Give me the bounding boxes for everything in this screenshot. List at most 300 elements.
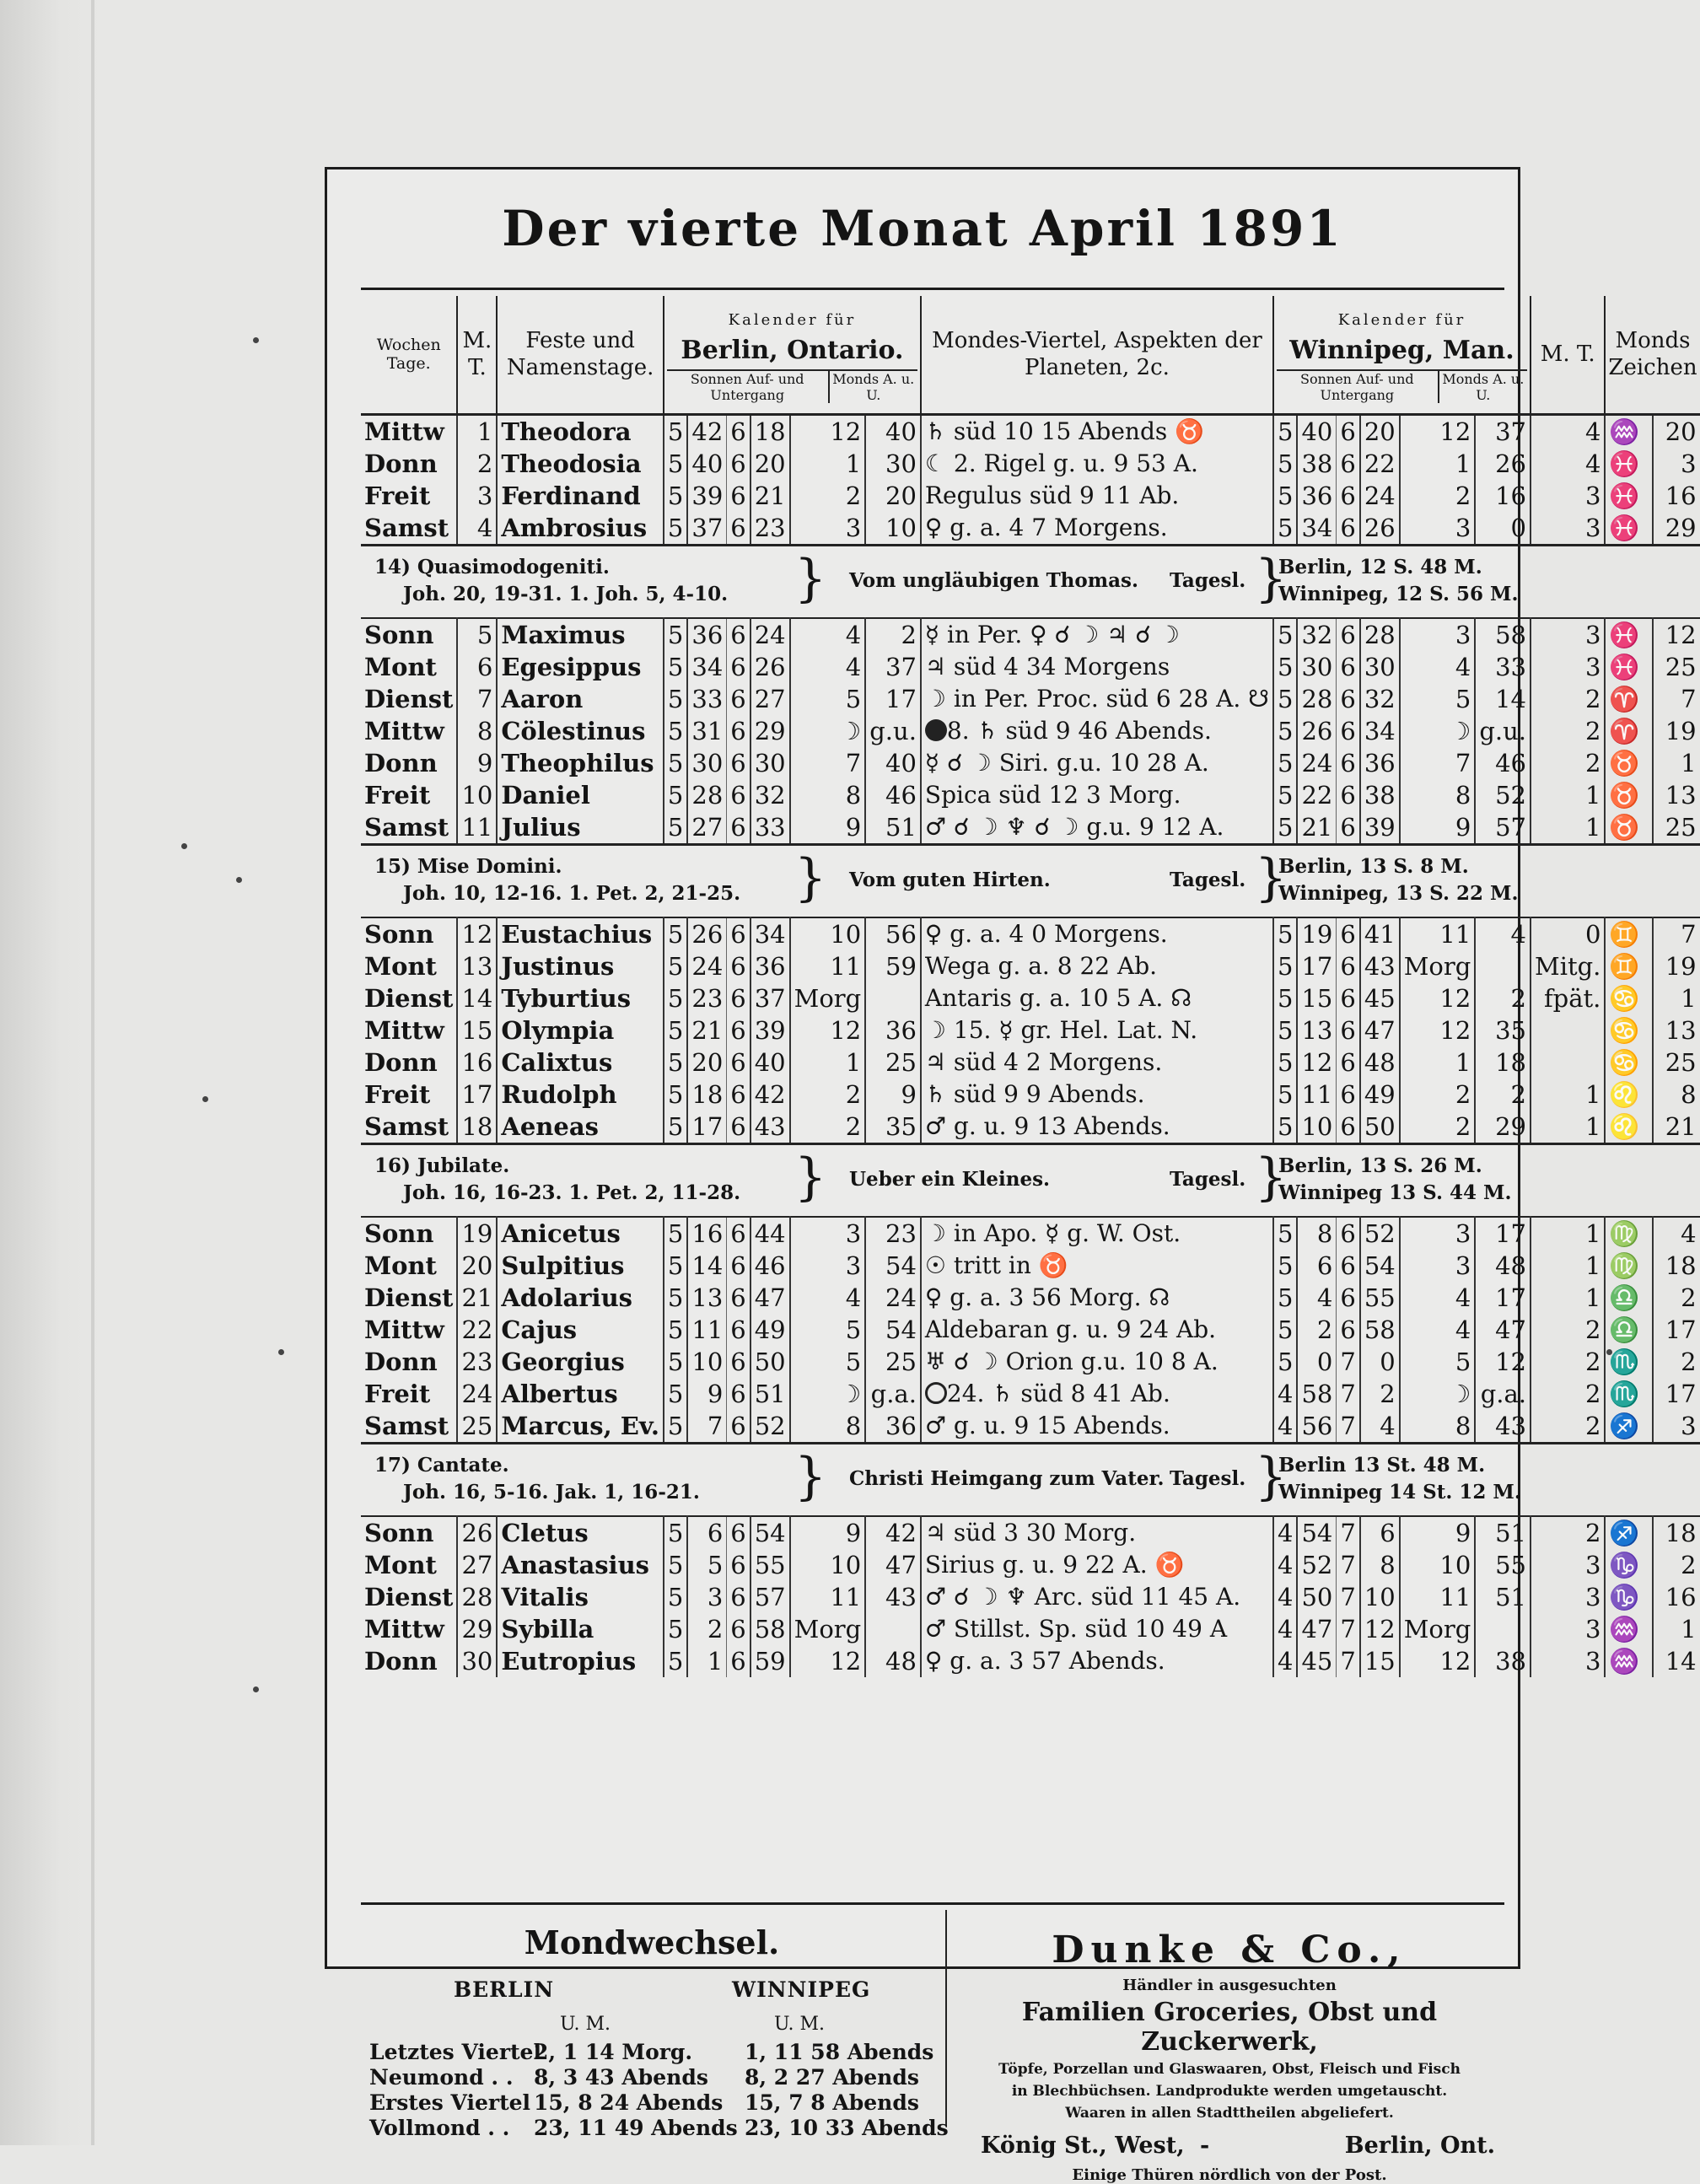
month-day: 8 — [457, 715, 497, 747]
berlin-moon-h: 3 — [790, 1217, 866, 1250]
moon-sign: ♐ — [1605, 1516, 1652, 1549]
moon-track: 2 — [1531, 715, 1605, 747]
berlin-moon-m — [865, 1613, 921, 1645]
berlin-sunrise-m: 36 — [687, 618, 726, 651]
berlin-sunrise-m: 20 — [687, 1046, 726, 1079]
berlin-sunset-h: 6 — [727, 747, 750, 779]
sunday-info — [361, 1443, 1700, 1516]
winnipeg-sunset-h: 7 — [1337, 1378, 1360, 1410]
day-length-label: Tagesl. — [1170, 568, 1246, 592]
berlin-sunset-m: 33 — [750, 811, 790, 845]
moon-berlin-head: BERLIN — [454, 1977, 555, 2002]
month-day: 28 — [457, 1581, 497, 1613]
berlin-sunset-h: 6 — [727, 1549, 750, 1581]
month-day: 30 — [457, 1645, 497, 1677]
winnipeg-moon-h: ☽ — [1400, 1378, 1476, 1410]
winnipeg-sunset-h: 6 — [1337, 811, 1360, 845]
berlin-sunset-h: 6 — [727, 982, 750, 1014]
weekday: Mont — [361, 1250, 457, 1282]
berlin-sunset-m: 39 — [750, 1014, 790, 1046]
weekday: Mittw — [361, 1014, 457, 1046]
winnipeg-sunset-h: 6 — [1337, 1282, 1360, 1314]
sunday-name: 16) Jubilate. — [374, 1154, 510, 1177]
berlin-sunset-m: 21 — [750, 480, 790, 512]
aspect: ♀ g. a. 3 57 Abends. — [921, 1645, 1273, 1677]
aspect: ☉ tritt in ♉ — [921, 1250, 1273, 1282]
berlin-sunrise-m: 27 — [687, 811, 726, 845]
ad-line-2: Familien Groceries, Obst und Zuckerwerk, — [1021, 1998, 1438, 2057]
winnipeg-sunrise-m: 15 — [1297, 982, 1336, 1014]
berlin-moon-m: 17 — [865, 683, 921, 715]
day-length-winnipeg: Winnipeg, 13 S. 22 M. — [1278, 881, 1519, 905]
feast-name: Aeneas — [497, 1111, 664, 1144]
month-day: 18 — [457, 1111, 497, 1144]
moon-track: Mitg. — [1531, 950, 1605, 982]
berlin-sunrise-m: 3 — [687, 1581, 726, 1613]
winnipeg-sunset-h: 6 — [1337, 1314, 1360, 1346]
day-row — [361, 811, 1700, 845]
winnipeg-moon-m: 12 — [1475, 1346, 1531, 1378]
berlin-moon-m — [865, 982, 921, 1014]
berlin-moon-h: 2 — [790, 1079, 866, 1111]
winnipeg-sunrise-h: 5 — [1273, 747, 1297, 779]
winnipeg-sunrise-m: 38 — [1297, 448, 1336, 480]
month-day: 17 — [457, 1079, 497, 1111]
winnipeg-sunset-m: 6 — [1360, 1516, 1400, 1549]
berlin-sunset-h: 6 — [727, 1046, 750, 1079]
winnipeg-sunset-m: 48 — [1360, 1046, 1400, 1079]
winnipeg-moon-h: 4 — [1400, 1314, 1476, 1346]
moon-sign-degree: 2 — [1681, 1283, 1697, 1312]
winnipeg-moon-h: 3 — [1400, 512, 1476, 546]
berlin-sunrise-m: 17 — [687, 1111, 726, 1144]
moon-sign: ♋ — [1605, 1046, 1652, 1079]
berlin-sunset-h: 6 — [727, 811, 750, 845]
moon-track: 2 — [1531, 1378, 1605, 1410]
moon-sign-degree: 7 — [1681, 684, 1697, 713]
winnipeg-moon-h: 10 — [1400, 1549, 1476, 1581]
day-row — [361, 779, 1700, 811]
day-length-label: Tagesl. — [1170, 1466, 1246, 1490]
day-row — [361, 982, 1700, 1014]
berlin-sunrise-m: 23 — [687, 982, 726, 1014]
berlin-sunset-h: 6 — [727, 1516, 750, 1549]
berlin-sunset-h: 6 — [727, 480, 750, 512]
moon-track: 1 — [1531, 779, 1605, 811]
full-moon-icon — [925, 1382, 947, 1404]
aspect: Wega g. a. 8 22 Ab. — [921, 950, 1273, 982]
winnipeg-subheads — [1277, 369, 1527, 403]
winnipeg-sunrise-h: 5 — [1273, 651, 1297, 683]
sunday-readings: Joh. 10, 12-16. 1. Pet. 2, 21-25. — [403, 881, 741, 905]
berlin-sunrise-m: 28 — [687, 779, 726, 811]
winnipeg-sunrise-h: 4 — [1273, 1378, 1297, 1410]
col-winnipeg — [1273, 296, 1531, 414]
winnipeg-sunrise-h: 5 — [1273, 1282, 1297, 1314]
winnipeg-sunset-m: 10 — [1360, 1581, 1400, 1613]
winnipeg-moon-h: 8 — [1400, 1410, 1476, 1444]
feast-name: Calixtus — [497, 1046, 664, 1079]
moon-track: 1 — [1531, 1079, 1605, 1111]
winnipeg-sunrise-h: 5 — [1273, 715, 1297, 747]
winnipeg-sunrise-h: 5 — [1273, 1314, 1297, 1346]
berlin-sunrise-h: 5 — [664, 1410, 687, 1444]
day-row — [361, 1410, 1700, 1444]
winnipeg-sunset-m: 8 — [1360, 1549, 1400, 1581]
moon-sign-degree: 1 — [1681, 1614, 1697, 1643]
moon-berlin-time: 2, 1 14 Morg. — [534, 2040, 693, 2064]
col-feasts: Feste und Namenstage. — [497, 296, 664, 414]
weekday: Freit — [361, 779, 457, 811]
berlin-sunset-m: 32 — [750, 779, 790, 811]
winnipeg-sunset-h: 6 — [1337, 1217, 1360, 1250]
winnipeg-sunset-h: 6 — [1337, 1079, 1360, 1111]
moon-track: 3 — [1531, 512, 1605, 546]
berlin-sunset-m: 40 — [750, 1046, 790, 1079]
month-day: 4 — [457, 512, 497, 546]
day-row — [361, 1014, 1700, 1046]
winnipeg-sunrise-m: 50 — [1297, 1581, 1336, 1613]
winnipeg-moon-m: 46 — [1475, 747, 1531, 779]
winnipeg-sunrise-m: 54 — [1297, 1516, 1336, 1549]
month-day: 22 — [457, 1314, 497, 1346]
aspect: ♂ g. u. 9 13 Abends. — [921, 1111, 1273, 1144]
berlin-moon-h: 4 — [790, 618, 866, 651]
aspect: Regulus süd 9 11 Ab. — [921, 480, 1273, 512]
berlin-moon-m: 51 — [865, 811, 921, 845]
calendar-page — [325, 167, 1697, 2184]
winnipeg-moon-h: 5 — [1400, 683, 1476, 715]
winnipeg-moon-h: 4 — [1400, 1282, 1476, 1314]
berlin-moon-h: 12 — [790, 1645, 866, 1677]
winnipeg-sunset-m: 24 — [1360, 480, 1400, 512]
winnipeg-sunrise-m: 58 — [1297, 1378, 1336, 1410]
moon-change-row — [361, 2040, 943, 2065]
winnipeg-sunrise-m: 40 — [1297, 414, 1336, 448]
feast-name: Maximus — [497, 618, 664, 651]
moon-sign-degree: 25 — [1665, 1047, 1697, 1077]
berlin-moon-m: 2 — [865, 618, 921, 651]
berlin-sunrise-m: 21 — [687, 1014, 726, 1046]
berlin-moon-h: 2 — [790, 480, 866, 512]
winnipeg-moon-h: 8 — [1400, 779, 1476, 811]
moon-track: 1 — [1531, 1282, 1605, 1314]
winnipeg-sunset-h: 7 — [1337, 1645, 1360, 1677]
aspect-text: 24. ♄ süd 8 41 Ab. — [946, 1379, 1170, 1407]
feast-name: Sulpitius — [497, 1250, 664, 1282]
day-row — [361, 651, 1700, 683]
berlin-sunrise-h: 5 — [664, 779, 687, 811]
day-row — [361, 1217, 1700, 1250]
ad-address-street: König St., West, — [981, 2133, 1185, 2159]
day-length-label: Tagesl. — [1170, 1167, 1246, 1191]
day-row — [361, 480, 1700, 512]
aspect-text: 8. ♄ süd 9 46 Abends. — [946, 716, 1212, 745]
month-day: 7 — [457, 683, 497, 715]
aspect: ☿ in Per. ♀ ☌ ☽ ♃ ☌ ☽ — [921, 618, 1273, 651]
winnipeg-moon-m: 2 — [1475, 982, 1531, 1014]
brace-left: } — [794, 1446, 827, 1506]
sunday-readings: Joh. 20, 19-31. 1. Joh. 5, 4-10. — [403, 582, 729, 605]
winnipeg-sunset-h: 7 — [1337, 1346, 1360, 1378]
winnipeg-sunrise-h: 5 — [1273, 1250, 1297, 1282]
moon-um-winnipeg: U. M. — [774, 2014, 826, 2035]
winnipeg-sunset-h: 6 — [1337, 982, 1360, 1014]
winnipeg-sunrise-m: 36 — [1297, 480, 1336, 512]
day-row — [361, 1613, 1700, 1645]
feast-name: Theodosia — [497, 448, 664, 480]
winnipeg-moon-h: 3 — [1400, 1217, 1476, 1250]
winnipeg-moon-m: 35 — [1475, 1014, 1531, 1046]
speck — [253, 337, 259, 343]
weekday: Mont — [361, 950, 457, 982]
weekday: Donn — [361, 1046, 457, 1079]
berlin-moon-m: g.a. — [865, 1378, 921, 1410]
moon-sign: ♍ — [1605, 1217, 1652, 1250]
winnipeg-moon-m: 17 — [1475, 1282, 1531, 1314]
sunday-name: 14) Quasimodogeniti. — [374, 555, 610, 578]
moon-track — [1531, 1046, 1605, 1079]
winnipeg-sunset-m: 28 — [1360, 618, 1400, 651]
berlin-moon-m: 40 — [865, 414, 921, 448]
winnipeg-sunset-m: 30 — [1360, 651, 1400, 683]
ad-company: Dunke & Co., — [1052, 1928, 1407, 1972]
winnipeg-sunset-h: 7 — [1337, 1410, 1360, 1444]
moon-track: 3 — [1531, 1645, 1605, 1677]
sunday-readings: Joh. 16, 16-23. 1. Pet. 2, 11-28. — [403, 1181, 741, 1204]
berlin-moon-m: 54 — [865, 1314, 921, 1346]
winnipeg-sunrise-m: 45 — [1297, 1645, 1336, 1677]
berlin-moon-m: 20 — [865, 480, 921, 512]
moon-sign-degree: 3 — [1681, 449, 1697, 478]
aspect: ♃ süd 4 2 Morgens. — [921, 1046, 1273, 1079]
moon-sign: ♋ — [1605, 1014, 1652, 1046]
month-day: 2 — [457, 448, 497, 480]
weekday: Samst — [361, 811, 457, 845]
winnipeg-sunset-m: 58 — [1360, 1314, 1400, 1346]
feast-name: Adolarius — [497, 1282, 664, 1314]
berlin-cal-label: Kalender für — [728, 311, 857, 330]
speck — [202, 1096, 208, 1102]
ad-address — [955, 2133, 1504, 2166]
berlin-moon-h: 12 — [790, 1014, 866, 1046]
winnipeg-moon-m: 43 — [1475, 1410, 1531, 1444]
berlin-moon-h: 10 — [790, 1549, 866, 1581]
day-length-winnipeg: Winnipeg 13 S. 44 M. — [1278, 1181, 1512, 1204]
feast-name: Sybilla — [497, 1613, 664, 1645]
moon-sign: ♌ — [1605, 1111, 1652, 1144]
feast-name: Marcus, Ev. — [497, 1410, 664, 1444]
day-length-berlin: Berlin 13 St. 48 M. — [1278, 1453, 1486, 1477]
moon-sign: ♒ — [1605, 414, 1652, 448]
moon-winnipeg-head: WINNIPEG — [732, 1977, 871, 2002]
day-row — [361, 1250, 1700, 1282]
moon-sign-degree: 17 — [1665, 1315, 1697, 1344]
feast-name: Tyburtius — [497, 982, 664, 1014]
winnipeg-sunrise-h: 5 — [1273, 1014, 1297, 1046]
winnipeg-sunrise-h: 4 — [1273, 1516, 1297, 1549]
brace-right: } — [1255, 1147, 1288, 1207]
moon-winnipeg-time: 15, 7 8 Abends — [745, 2090, 919, 2115]
moon-sign: ♈ — [1605, 715, 1652, 747]
berlin-sunset-h: 6 — [727, 715, 750, 747]
berlin-sunset-m: 54 — [750, 1516, 790, 1549]
col-week-days: Wochen Tage. — [361, 296, 457, 414]
sunday-gospel: Vom guten Hirten. — [849, 868, 1051, 891]
moon-sign-degree: 25 — [1665, 652, 1697, 681]
berlin-moon-m: 36 — [865, 1410, 921, 1444]
winnipeg-moon-m: 18 — [1475, 1046, 1531, 1079]
winnipeg-moon-m: 16 — [1475, 480, 1531, 512]
aspect: ♅ ☌ ☽ Orion g.u. 10 8 A. — [921, 1346, 1273, 1378]
moon-track: 3 — [1531, 480, 1605, 512]
berlin-sunrise-m: 14 — [687, 1250, 726, 1282]
berlin-moon-m: 54 — [865, 1250, 921, 1282]
berlin-sunrise-m: 13 — [687, 1282, 726, 1314]
day-row — [361, 1079, 1700, 1111]
winnipeg-moon-m: 38 — [1475, 1645, 1531, 1677]
day-row — [361, 1516, 1700, 1549]
winnipeg-sunrise-m: 12 — [1297, 1046, 1336, 1079]
berlin-sunrise-h: 5 — [664, 982, 687, 1014]
moon-sign-degree: 1 — [1681, 748, 1697, 777]
berlin-sunrise-m: 1 — [687, 1645, 726, 1677]
berlin-sunrise-m: 10 — [687, 1346, 726, 1378]
winnipeg-sunrise-h: 5 — [1273, 480, 1297, 512]
winnipeg-sunset-h: 7 — [1337, 1549, 1360, 1581]
berlin-sun-head: Sonnen Auf- und Untergang — [667, 371, 830, 403]
winnipeg-moon-m: 2 — [1475, 1079, 1531, 1111]
winnipeg-sunset-m: 54 — [1360, 1250, 1400, 1282]
winnipeg-sunset-h: 7 — [1337, 1581, 1360, 1613]
weekday: Dienst — [361, 982, 457, 1014]
berlin-moon-h: 12 — [790, 414, 866, 448]
winnipeg-moon-h: 9 — [1400, 811, 1476, 845]
day-length-winnipeg: Winnipeg, 12 S. 56 M. — [1278, 582, 1519, 605]
berlin-sunset-m: 55 — [750, 1549, 790, 1581]
day-row — [361, 1549, 1700, 1581]
berlin-sunset-m: 49 — [750, 1314, 790, 1346]
winnipeg-sunrise-h: 5 — [1273, 917, 1297, 950]
berlin-moon-h: 9 — [790, 811, 866, 845]
page-title: Der vierte Monat April 1891 — [502, 200, 1343, 257]
aspect: ☽ 15. ☿ gr. Hel. Lat. N. — [921, 1014, 1273, 1046]
berlin-moon-m: 40 — [865, 747, 921, 779]
berlin-sunset-m: 43 — [750, 1111, 790, 1144]
winnipeg-moon-m: 58 — [1475, 618, 1531, 651]
winnipeg-sunrise-m: 34 — [1297, 512, 1336, 546]
winnipeg-sunrise-h: 5 — [1273, 618, 1297, 651]
berlin-sunrise-h: 5 — [664, 480, 687, 512]
winnipeg-moon-h: 2 — [1400, 480, 1476, 512]
feast-name: Julius — [497, 811, 664, 845]
aspect: ☾ 2. Rigel g. u. 9 53 A. — [921, 448, 1273, 480]
winnipeg-sunset-h: 6 — [1337, 747, 1360, 779]
berlin-sunrise-h: 5 — [664, 950, 687, 982]
feast-name: Egesippus — [497, 651, 664, 683]
berlin-sunrise-m: 5 — [687, 1549, 726, 1581]
berlin-sunrise-h: 5 — [664, 1613, 687, 1645]
moon-sign: ♉ — [1605, 747, 1652, 779]
weekday: Mittw — [361, 414, 457, 448]
berlin-sunrise-m: 11 — [687, 1314, 726, 1346]
feast-name: Cletus — [497, 1516, 664, 1549]
month-day: 29 — [457, 1613, 497, 1645]
moon-track: 2 — [1531, 1516, 1605, 1549]
winnipeg-sunrise-h: 5 — [1273, 1046, 1297, 1079]
berlin-sunrise-h: 5 — [664, 448, 687, 480]
winnipeg-moon-h: 5 — [1400, 1346, 1476, 1378]
ad-line-3c: Waaren in allen Stadttheilen abgeliefert. — [1065, 2105, 1394, 2122]
aspect: Antaris g. a. 10 5 A. ☊ — [921, 982, 1273, 1014]
winnipeg-moon-head: Monds A. u. U. — [1442, 371, 1525, 404]
winnipeg-sunset-m: 26 — [1360, 512, 1400, 546]
moon-track: 4 — [1531, 414, 1605, 448]
moon-sign: ♎ — [1605, 1314, 1652, 1346]
month-day: 5 — [457, 618, 497, 651]
sunday-info — [361, 1143, 1700, 1217]
berlin-moon-m: 30 — [865, 448, 921, 480]
winnipeg-sunrise-m: 52 — [1297, 1549, 1336, 1581]
berlin-moon-m: 36 — [865, 1014, 921, 1046]
moon-sign: ♓ — [1605, 480, 1652, 512]
day-row — [361, 1046, 1700, 1079]
berlin-sunrise-m: 30 — [687, 747, 726, 779]
moon-winnipeg-time: 1, 11 58 Abends — [745, 2040, 934, 2064]
col-month-day-right: M. T. — [1531, 296, 1605, 414]
weekday: Dienst — [361, 683, 457, 715]
winnipeg-sunrise-m: 10 — [1297, 1111, 1336, 1144]
berlin-sunrise-h: 5 — [664, 1217, 687, 1250]
winnipeg-sunrise-m: 8 — [1297, 1217, 1336, 1250]
winnipeg-moon-m: 29 — [1475, 1111, 1531, 1144]
advertisement — [955, 1905, 1504, 2184]
winnipeg-moon-h: 2 — [1400, 1111, 1476, 1144]
winnipeg-moon-m: 0 — [1475, 512, 1531, 546]
winnipeg-sunset-h: 7 — [1337, 1613, 1360, 1645]
weekday: Mont — [361, 651, 457, 683]
moon-track: 2 — [1531, 747, 1605, 779]
winnipeg-moon-m: 51 — [1475, 1516, 1531, 1549]
winnipeg-moon-h: 3 — [1400, 1250, 1476, 1282]
day-row — [361, 917, 1700, 950]
berlin-sunrise-h: 5 — [664, 1346, 687, 1378]
page-fold — [91, 0, 94, 2145]
winnipeg-sunset-m: 2 — [1360, 1378, 1400, 1410]
winnipeg-moon-h: 12 — [1400, 982, 1476, 1014]
winnipeg-sunrise-h: 4 — [1273, 1549, 1297, 1581]
berlin-sunrise-h: 5 — [664, 917, 687, 950]
moon-sign-degree: 25 — [1665, 812, 1697, 842]
moon-sign: ♓ — [1605, 512, 1652, 546]
month-day: 10 — [457, 779, 497, 811]
day-row — [361, 512, 1700, 546]
moon-berlin-time: 15, 8 24 Abends — [534, 2090, 724, 2115]
moon-phase-label: Vollmond . . — [369, 2116, 510, 2140]
winnipeg-sunrise-h: 5 — [1273, 512, 1297, 546]
weekday: Samst — [361, 512, 457, 546]
berlin-sunset-h: 6 — [727, 1410, 750, 1444]
berlin-moon-h: 9 — [790, 1516, 866, 1549]
moon-change-row — [361, 2116, 949, 2141]
winnipeg-sunset-m: 20 — [1360, 414, 1400, 448]
winnipeg-sunset-h: 6 — [1337, 651, 1360, 683]
berlin-sunset-m: 18 — [750, 414, 790, 448]
winnipeg-sunset-h: 6 — [1337, 1046, 1360, 1079]
berlin-sunset-m: 34 — [750, 917, 790, 950]
berlin-sunrise-m: 37 — [687, 512, 726, 546]
feast-name: Rudolph — [497, 1079, 664, 1111]
